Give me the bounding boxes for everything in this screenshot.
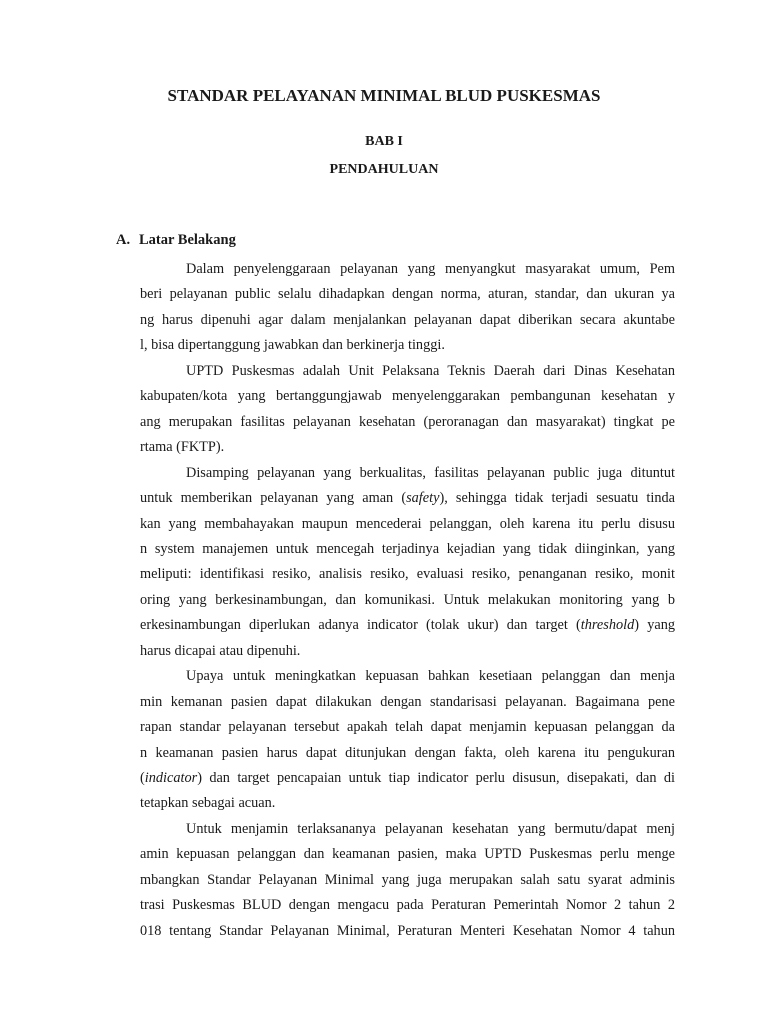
section-title: Latar Belakang (139, 232, 236, 248)
text-segment: ), sehingga tidak terjadi sesuatu tinda (439, 490, 675, 506)
text-segment: l, bisa dipertanggung jawabkan dan berkinerja tinggi. (140, 337, 445, 353)
text-segment: ) yang (634, 617, 675, 633)
text-segment: tetapkan sebagai acuan. (140, 795, 276, 811)
text-line (140, 488, 675, 508)
text-line (140, 717, 675, 737)
text-segment: erkesinambungan diperlukan adanya indicator (tolak ukur) dan target ( (140, 617, 581, 633)
italic-term: safety (406, 490, 440, 506)
text-segment: rtama (FKTP). (140, 439, 225, 455)
text-line (140, 412, 675, 432)
text-line (140, 615, 675, 635)
text-line (140, 743, 675, 763)
italic-term: threshold (580, 617, 635, 633)
text-line (140, 921, 675, 941)
text-line (186, 666, 675, 686)
chapter-number: BAB I (365, 134, 403, 149)
text-segment: meliputi: identifikasi resiko, analisis resiko, evaluasi resiko, penanganan resiko, monit (140, 566, 675, 582)
text-segment: ng harus dipenuhi agar dalam menjalankan pelayanan dapat diberikan secara akuntabe (140, 312, 675, 328)
text-segment: ( (140, 770, 145, 786)
text-segment: ang merupakan fasilitas pelayanan kesehatan (peroranagan dan masyarakat) tingkat pe (140, 414, 675, 430)
text-segment: oring yang berkesinambungan, dan komunikasi. Untuk melakukan monitoring yang b (140, 592, 675, 608)
text-line (140, 564, 675, 584)
text-line (140, 539, 675, 559)
text-segment: beri pelayanan public selalu dihadapkan dengan norma, aturan, standar, dan ukuran ya (140, 286, 675, 302)
text-segment: mbangkan Standar Pelayanan Minimal yang juga merupakan salah satu syarat adminis (140, 872, 675, 888)
text-line (140, 310, 675, 330)
text-segment: UPTD Puskesmas adalah Unit Pelaksana Teknis Daerah dari Dinas Kesehatan (186, 363, 675, 379)
text-line (140, 768, 675, 788)
text-segment: n system manajemen untuk mencegah terjadinya kejadian yang tidak diinginkan, yang (140, 541, 675, 557)
text-segment: Disamping pelayanan yang berkualitas, fasilitas pelayanan public juga dituntut (186, 465, 675, 481)
text-line (140, 514, 675, 534)
text-segment: Untuk menjamin terlaksananya pelayanan kesehatan yang bermutu/dapat menj (186, 821, 675, 837)
text-line (186, 361, 675, 381)
section-heading (116, 232, 236, 249)
text-segment: harus dicapai atau dipenuhi. (140, 643, 301, 659)
text-segment: amin kepuasan pelanggan dan keamanan pasien, maka UPTD Puskesmas perlu menge (140, 846, 675, 862)
text-segment: untuk memberikan pelayanan yang aman ( (140, 490, 407, 506)
text-segment: kabupaten/kota yang bertanggungjawab menyelenggarakan pembangunan kesehatan y (140, 388, 675, 404)
text-line (140, 335, 675, 355)
text-line (140, 590, 675, 610)
document-title: STANDAR PELAYANAN MINIMAL BLUD PUSKESMAS (167, 86, 601, 105)
chapter-title: PENDAHULUAN (329, 162, 439, 177)
text-line (140, 870, 675, 890)
text-line (140, 692, 675, 712)
italic-term: indicator (144, 770, 198, 786)
text-segment: n keamanan pasien harus dapat ditunjukan dengan fakta, oleh karena itu pengukuran (140, 745, 675, 761)
text-segment: trasi Puskesmas BLUD dengan mengacu pada Peraturan Pemerintah Nomor 2 tahun 2 (140, 897, 675, 913)
text-line (186, 463, 675, 483)
text-segment: ) dan target pencapaian untuk tiap indicator perlu disusun, disepakati, dan di (197, 770, 675, 786)
text-line (140, 284, 675, 304)
text-segment: Upaya untuk meningkatkan kepuasan bahkan kesetiaan pelanggan dan menja (186, 668, 675, 684)
text-line (140, 844, 675, 864)
text-segment: kan yang membahayakan maupun mencederai pelanggan, oleh karena itu perlu disusu (140, 516, 675, 532)
text-line (186, 259, 675, 279)
text-segment: Dalam penyelenggaraan pelayanan yang menyangkut masyarakat umum, Pem (186, 261, 675, 277)
text-line (140, 641, 675, 661)
text-segment: min kemanan pasien dapat dilakukan dengan standarisasi pelayanan. Bagaimana pene (140, 694, 675, 710)
text-line (140, 895, 675, 915)
text-segment: rapan standar pelayanan tersebut apakah telah dapat menjamin kepuasan pelanggan da (140, 719, 675, 735)
text-line (186, 819, 675, 839)
text-line (140, 386, 675, 406)
text-line (140, 793, 675, 813)
text-line (140, 437, 675, 457)
section-letter: A. (116, 232, 131, 248)
text-segment: 018 tentang Standar Pelayanan Minimal, Peraturan Menteri Kesehatan Nomor 4 tahun (140, 923, 675, 939)
